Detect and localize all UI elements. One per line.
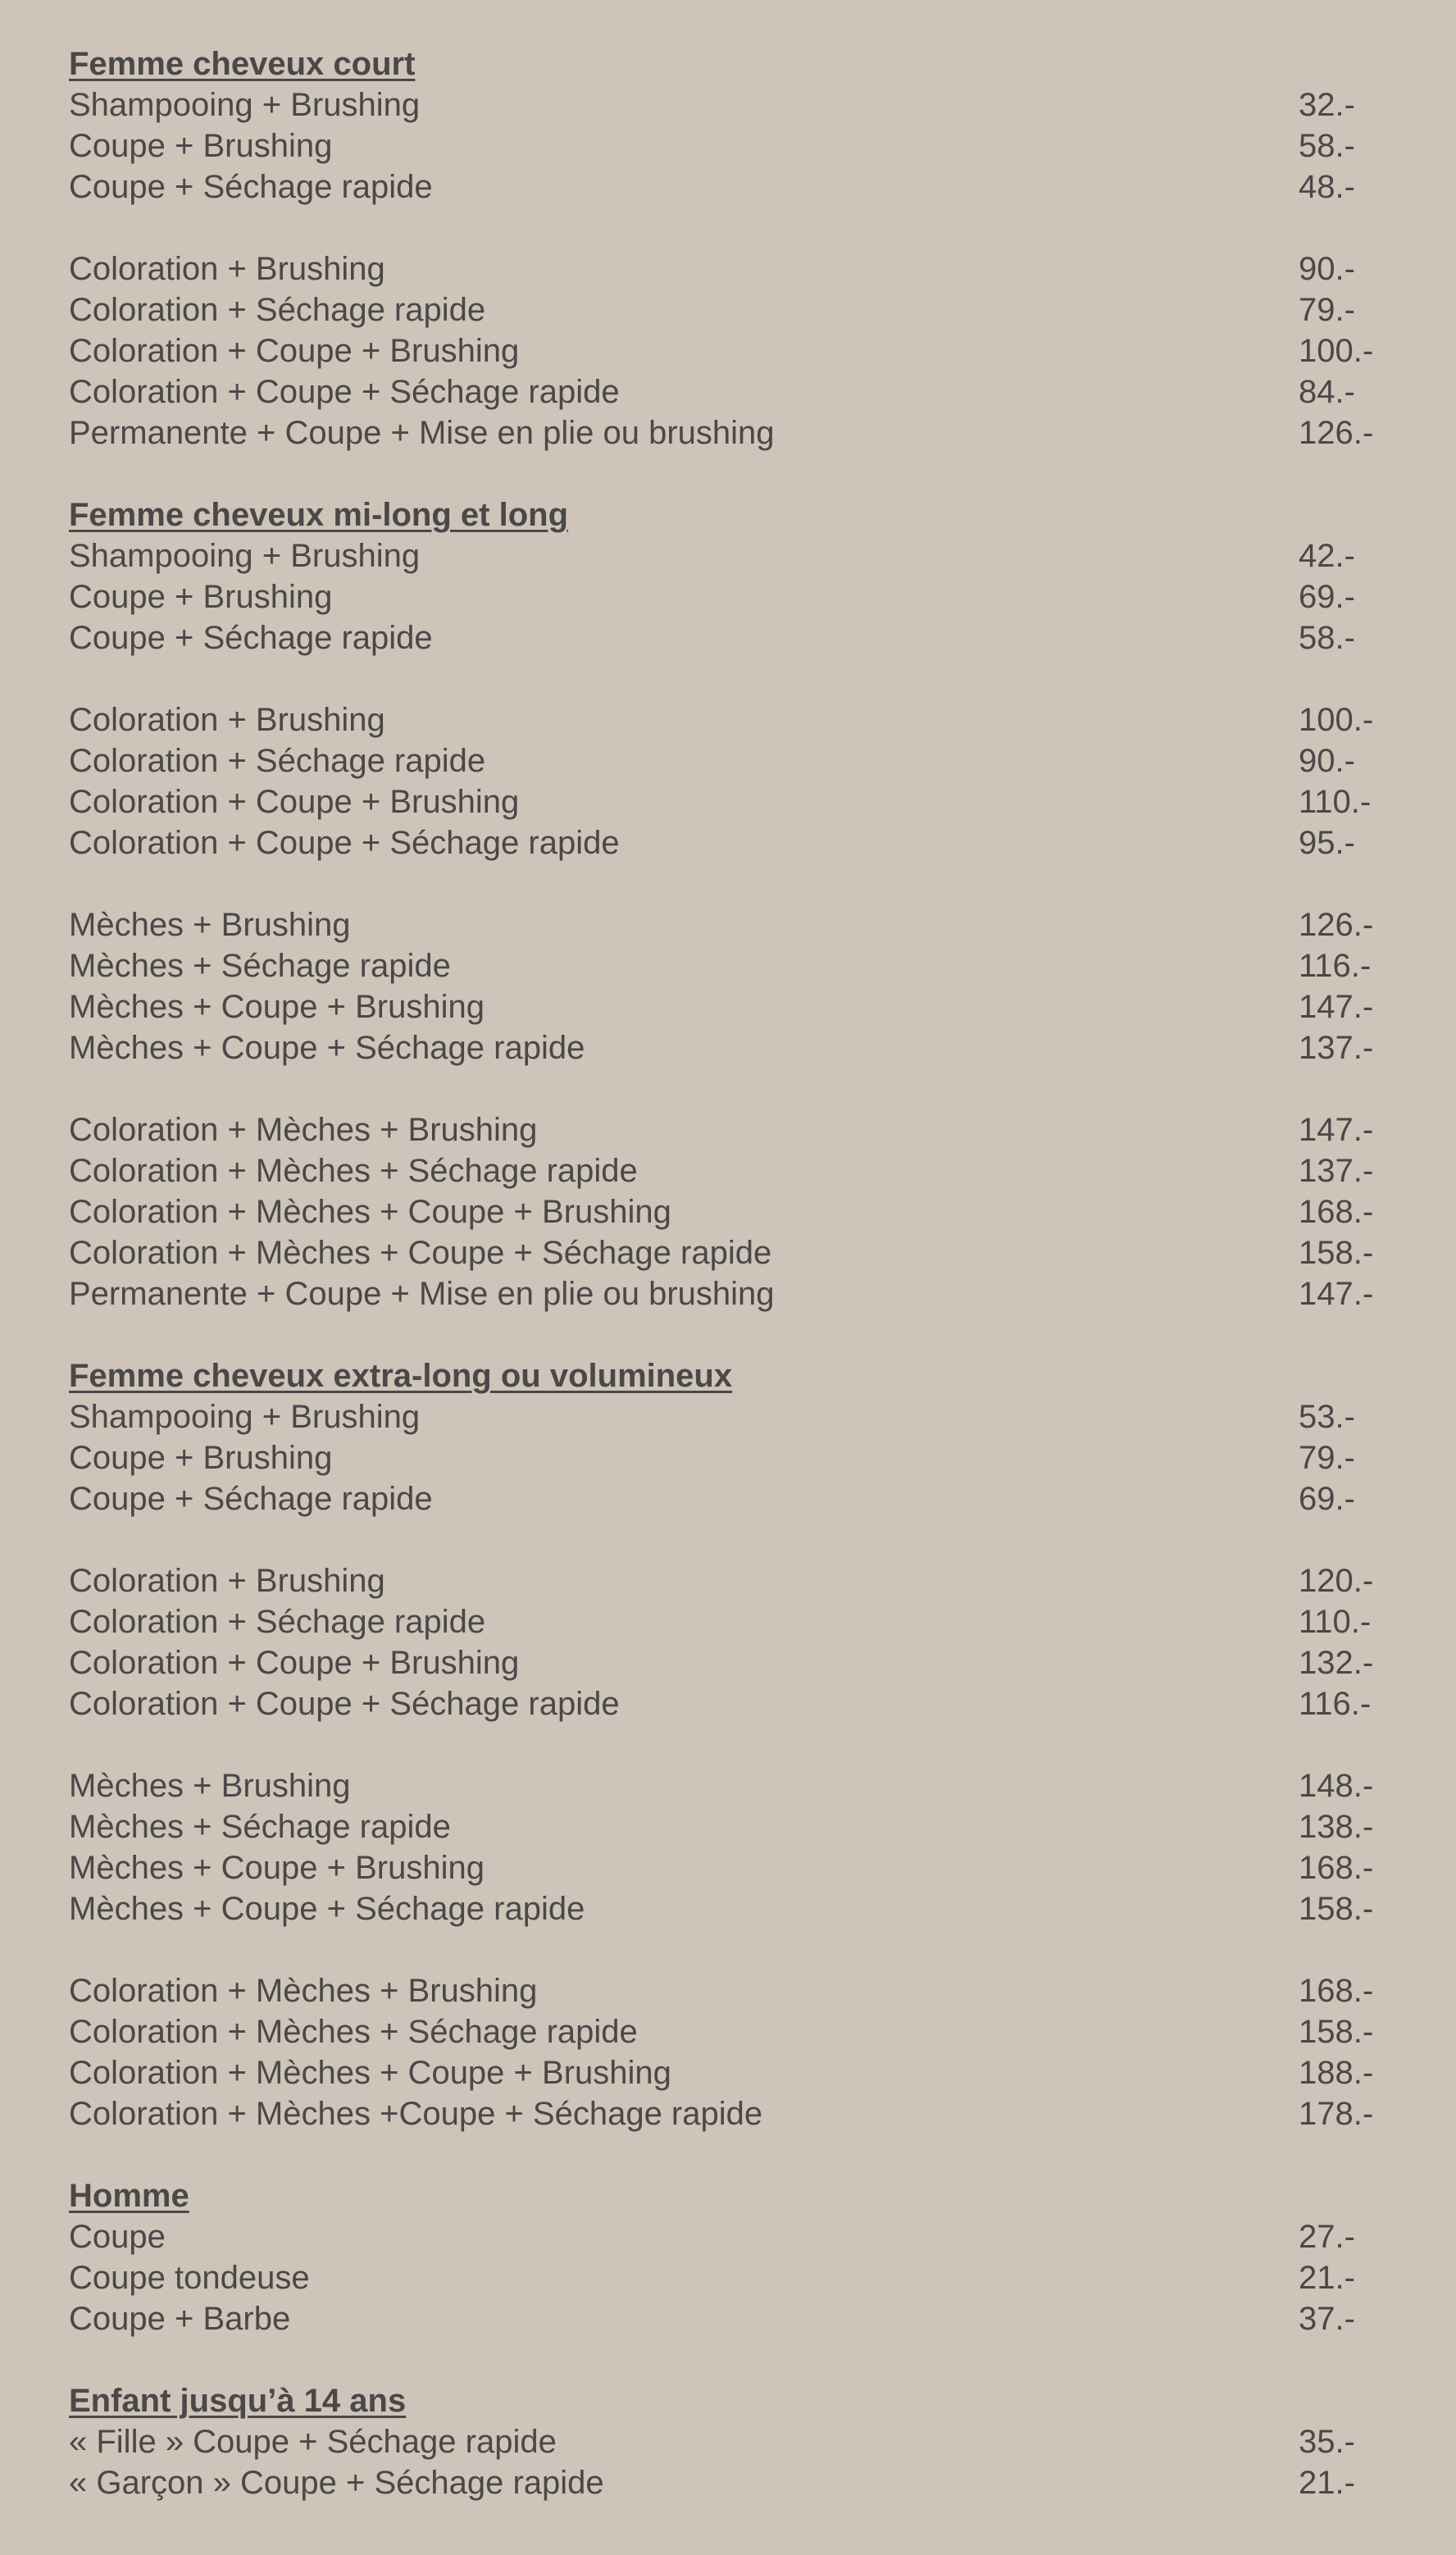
service-label: Coloration + Coupe + Séchage rapide bbox=[69, 825, 620, 861]
service-price: 48.- bbox=[1299, 169, 1355, 205]
service-label: Mèches + Coupe + Brushing bbox=[69, 1850, 485, 1886]
service-label: Mèches + Coupe + Séchage rapide bbox=[69, 1030, 585, 1066]
service-price: 168.- bbox=[1299, 1850, 1374, 1886]
service-label: Coupe + Brushing bbox=[69, 1440, 333, 1476]
price-row bbox=[69, 2093, 1381, 2134]
price-row bbox=[69, 2462, 1381, 2503]
service-price: 37.- bbox=[1299, 2301, 1355, 2337]
service-price: 158.- bbox=[1299, 2014, 1374, 2050]
service-price: 79.- bbox=[1299, 1440, 1355, 1476]
price-row bbox=[69, 1109, 1381, 1150]
group-spacer bbox=[69, 1068, 1381, 1109]
price-row bbox=[69, 617, 1381, 658]
price-row bbox=[69, 1232, 1381, 1273]
service-price: 32.- bbox=[1299, 87, 1355, 123]
price-row bbox=[69, 371, 1381, 412]
service-label: Coloration + Coupe + Brushing bbox=[69, 784, 520, 820]
service-price: 126.- bbox=[1299, 415, 1374, 451]
service-price: 126.- bbox=[1299, 907, 1374, 943]
price-row bbox=[69, 1273, 1381, 1314]
service-label: Coloration + Brushing bbox=[69, 702, 385, 738]
price-row bbox=[69, 822, 1381, 863]
service-price: 90.- bbox=[1299, 251, 1355, 287]
service-price: 148.- bbox=[1299, 1768, 1374, 1804]
service-label: Coupe + Brushing bbox=[69, 579, 333, 615]
service-label: Shampooing + Brushing bbox=[69, 538, 421, 574]
price-row bbox=[69, 1806, 1381, 1847]
service-price: 120.- bbox=[1299, 1563, 1374, 1599]
price-row bbox=[69, 412, 1381, 453]
service-label: Mèches + Séchage rapide bbox=[69, 948, 451, 984]
group-spacer bbox=[69, 1519, 1381, 1560]
price-row bbox=[69, 1642, 1381, 1683]
service-label: Coloration + Mèches +Coupe + Séchage rapide bbox=[69, 2096, 763, 2132]
service-price: 53.- bbox=[1299, 1399, 1355, 1435]
group-spacer bbox=[69, 863, 1381, 904]
service-price: 110.- bbox=[1299, 784, 1372, 820]
price-row bbox=[69, 1150, 1381, 1191]
service-price: 79.- bbox=[1299, 292, 1355, 328]
service-label: Coloration + Mèches + Brushing bbox=[69, 1973, 538, 2009]
price-row bbox=[69, 986, 1381, 1027]
service-price: 158.- bbox=[1299, 1891, 1374, 1927]
service-price: 95.- bbox=[1299, 825, 1355, 861]
service-price: 90.- bbox=[1299, 743, 1355, 779]
service-price: 110.- bbox=[1299, 1604, 1372, 1640]
service-price: 35.- bbox=[1299, 2424, 1355, 2460]
price-row bbox=[69, 1437, 1381, 1478]
section-heading: Femme cheveux extra-long ou volumineux bbox=[69, 1358, 733, 1394]
service-price: 58.- bbox=[1299, 620, 1355, 656]
service-label: Coloration + Mèches + Séchage rapide bbox=[69, 1153, 638, 1189]
section-spacer bbox=[69, 1314, 1381, 1355]
service-price: 42.- bbox=[1299, 538, 1355, 574]
service-price: 147.- bbox=[1299, 1276, 1374, 1312]
group-spacer bbox=[69, 1929, 1381, 1970]
price-row bbox=[69, 289, 1381, 330]
service-price: 188.- bbox=[1299, 2055, 1374, 2091]
service-label: Coloration + Mèches + Coupe + Brushing bbox=[69, 2055, 671, 2091]
service-label: Coloration + Brushing bbox=[69, 251, 385, 287]
price-row bbox=[69, 248, 1381, 289]
service-price: 138.- bbox=[1299, 1809, 1374, 1845]
service-price: 100.- bbox=[1299, 333, 1374, 369]
service-price: 21.- bbox=[1299, 2260, 1355, 2296]
service-label: Shampooing + Brushing bbox=[69, 87, 421, 123]
price-row bbox=[69, 2257, 1381, 2298]
price-row bbox=[69, 1847, 1381, 1888]
price-row bbox=[69, 166, 1381, 207]
service-price: 100.- bbox=[1299, 702, 1374, 738]
price-row bbox=[69, 1478, 1381, 1519]
service-label: Coupe + Brushing bbox=[69, 128, 333, 164]
service-price: 69.- bbox=[1299, 1481, 1355, 1517]
price-row bbox=[69, 781, 1381, 822]
price-row bbox=[69, 1601, 1381, 1642]
service-label: Coloration + Mèches + Coupe + Brushing bbox=[69, 1194, 671, 1230]
price-row bbox=[69, 1765, 1381, 1806]
section-heading: Enfant jusqu’à 14 ans bbox=[69, 2383, 407, 2419]
service-price: 116.- bbox=[1299, 1686, 1372, 1722]
service-label: « Garçon » Coupe + Séchage rapide bbox=[69, 2465, 604, 2501]
section-spacer bbox=[69, 2339, 1381, 2380]
price-row bbox=[69, 2298, 1381, 2339]
service-label: Coloration + Coupe + Brushing bbox=[69, 333, 520, 369]
service-label: Coloration + Mèches + Brushing bbox=[69, 1112, 538, 1148]
service-label: Mèches + Séchage rapide bbox=[69, 1809, 451, 1845]
service-label: Coupe + Barbe bbox=[69, 2301, 291, 2337]
service-label: « Fille » Coupe + Séchage rapide bbox=[69, 2424, 557, 2460]
service-label: Coloration + Séchage rapide bbox=[69, 292, 486, 328]
price-row bbox=[69, 1560, 1381, 1601]
service-price: 168.- bbox=[1299, 1973, 1374, 2009]
section-spacer bbox=[69, 453, 1381, 494]
price-row bbox=[69, 1191, 1381, 1232]
service-label: Mèches + Coupe + Brushing bbox=[69, 989, 485, 1025]
service-label: Coloration + Mèches + Séchage rapide bbox=[69, 2014, 638, 2050]
service-label: Coloration + Coupe + Séchage rapide bbox=[69, 1686, 620, 1722]
service-label: Coloration + Séchage rapide bbox=[69, 1604, 486, 1640]
service-price: 147.- bbox=[1299, 989, 1374, 1025]
price-row bbox=[69, 2216, 1381, 2257]
service-price: 58.- bbox=[1299, 128, 1355, 164]
group-spacer bbox=[69, 1724, 1381, 1765]
service-label: Coupe + Séchage rapide bbox=[69, 620, 433, 656]
section-heading: Femme cheveux court bbox=[69, 46, 416, 82]
service-price: 27.- bbox=[1299, 2219, 1355, 2255]
service-label: Shampooing + Brushing bbox=[69, 1399, 421, 1435]
price-row bbox=[69, 84, 1381, 125]
price-row bbox=[69, 904, 1381, 945]
service-price: 147.- bbox=[1299, 1112, 1374, 1148]
service-price: 132.- bbox=[1299, 1645, 1374, 1681]
service-label: Mèches + Coupe + Séchage rapide bbox=[69, 1891, 585, 1927]
section-heading: Femme cheveux mi-long et long bbox=[69, 497, 569, 533]
price-row bbox=[69, 125, 1381, 166]
service-label: Coupe bbox=[69, 2219, 166, 2255]
group-spacer bbox=[69, 207, 1381, 248]
service-label: Permanente + Coupe + Mise en plie ou brushing bbox=[69, 415, 775, 451]
service-label: Coloration + Mèches + Coupe + Séchage rapide bbox=[69, 1235, 772, 1271]
service-label: Coloration + Séchage rapide bbox=[69, 743, 486, 779]
service-price: 69.- bbox=[1299, 579, 1355, 615]
section-heading: Homme bbox=[69, 2178, 189, 2214]
service-label: Coupe tondeuse bbox=[69, 2260, 310, 2296]
service-price: 158.- bbox=[1299, 1235, 1374, 1271]
price-row bbox=[69, 740, 1381, 781]
price-row bbox=[69, 1396, 1381, 1437]
price-row bbox=[69, 945, 1381, 986]
service-label: Coupe + Séchage rapide bbox=[69, 1481, 433, 1517]
service-price: 168.- bbox=[1299, 1194, 1374, 1230]
service-label: Mèches + Brushing bbox=[69, 907, 351, 943]
price-row bbox=[69, 576, 1381, 617]
service-label: Permanente + Coupe + Mise en plie ou brushing bbox=[69, 1276, 775, 1312]
price-row bbox=[69, 535, 1381, 576]
service-price: 84.- bbox=[1299, 374, 1355, 410]
price-row bbox=[69, 330, 1381, 371]
service-label: Coloration + Coupe + Séchage rapide bbox=[69, 374, 620, 410]
price-row bbox=[69, 1027, 1381, 1068]
price-row bbox=[69, 1888, 1381, 1929]
service-label: Coloration + Coupe + Brushing bbox=[69, 1645, 520, 1681]
section-spacer bbox=[69, 2134, 1381, 2175]
price-row bbox=[69, 2011, 1381, 2052]
service-label: Coupe + Séchage rapide bbox=[69, 169, 433, 205]
price-row bbox=[69, 2052, 1381, 2093]
price-row bbox=[69, 699, 1381, 740]
service-price: 178.- bbox=[1299, 2096, 1374, 2132]
service-label: Coloration + Brushing bbox=[69, 1563, 385, 1599]
group-spacer bbox=[69, 658, 1381, 699]
service-price: 21.- bbox=[1299, 2465, 1355, 2501]
price-row bbox=[69, 1970, 1381, 2011]
price-row bbox=[69, 2421, 1381, 2462]
price-list bbox=[69, 43, 1381, 2503]
price-row bbox=[69, 1683, 1381, 1724]
service-price: 137.- bbox=[1299, 1153, 1374, 1189]
service-price: 137.- bbox=[1299, 1030, 1374, 1066]
service-label: Mèches + Brushing bbox=[69, 1768, 351, 1804]
service-price: 116.- bbox=[1299, 948, 1372, 984]
